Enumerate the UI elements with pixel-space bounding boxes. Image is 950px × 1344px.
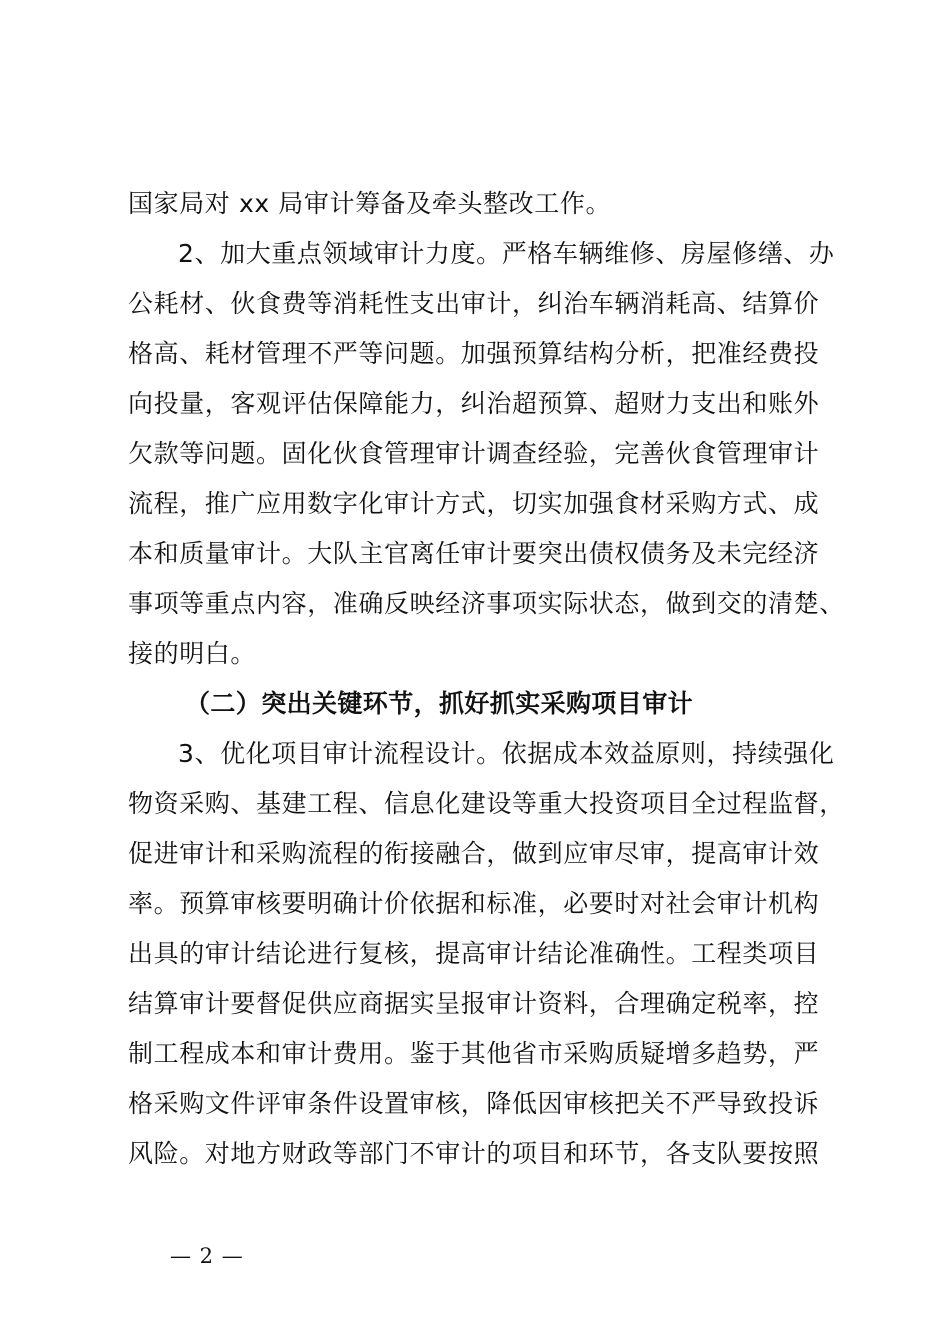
page-number: — 2 —: [170, 1244, 244, 1268]
text-line: 接的明白。: [128, 639, 257, 668]
paragraph-2-first-line: 2、加大重点领域审计力度。严格车辆维修、房屋修缮、办: [178, 239, 835, 268]
text-line: 制工程成本和审计费用。鉴于其他省市采购质疑增多趋势，严: [128, 1039, 820, 1068]
text-line: 流程，推广应用数字化审计方式，切实加强食材采购方式、成: [128, 489, 820, 518]
text-line: 风险。对地方财政等部门不审计的项目和环节，各支队要按照: [128, 1139, 820, 1168]
text-line: 公耗材、伙食费等消耗性支出审计，纠治车辆消耗高、结算价: [128, 289, 820, 318]
text-line: 本和质量审计。大队主官离任审计要突出债权债务及未完经济: [128, 539, 820, 568]
text-line: 促进审计和采购流程的衔接融合，做到应审尽审，提高审计效: [128, 839, 820, 868]
text-line: 结算审计要督促供应商据实呈报审计资料，合理确定税率，控: [128, 989, 820, 1018]
text-line: 格采购文件评审条件设置审核，降低因审核把关不严导致投诉: [128, 1089, 820, 1118]
text-line: 物资采购、基建工程、信息化建设等重大投资项目全过程监督，: [128, 789, 845, 818]
text-line: 格高、耗材管理不严等问题。加强预算结构分析，把准经费投: [128, 339, 820, 368]
text-line: 率。预算审核要明确计价依据和标准，必要时对社会审计机构: [128, 889, 820, 918]
text-line: 出具的审计结论进行复核，提高审计结论准确性。工程类项目: [128, 939, 820, 968]
paragraph-3-first-line: 3、优化项目审计流程设计。依据成本效益原则，持续强化: [178, 739, 835, 768]
text-line: 事项等重点内容，准确反映经济事项实际状态，做到交的清楚、: [128, 589, 845, 618]
text-line: 国家局对 xx 局审计筹备及牵头整改工作。: [128, 189, 612, 218]
section-heading: （二）突出关键环节，抓好抓实采购项目审计: [185, 689, 694, 718]
text-line: 欠款等问题。固化伙食管理审计调查经验，完善伙食管理审计: [128, 439, 820, 468]
text-line: 向投量，客观评估保障能力，纠治超预算、超财力支出和账外: [128, 389, 820, 418]
